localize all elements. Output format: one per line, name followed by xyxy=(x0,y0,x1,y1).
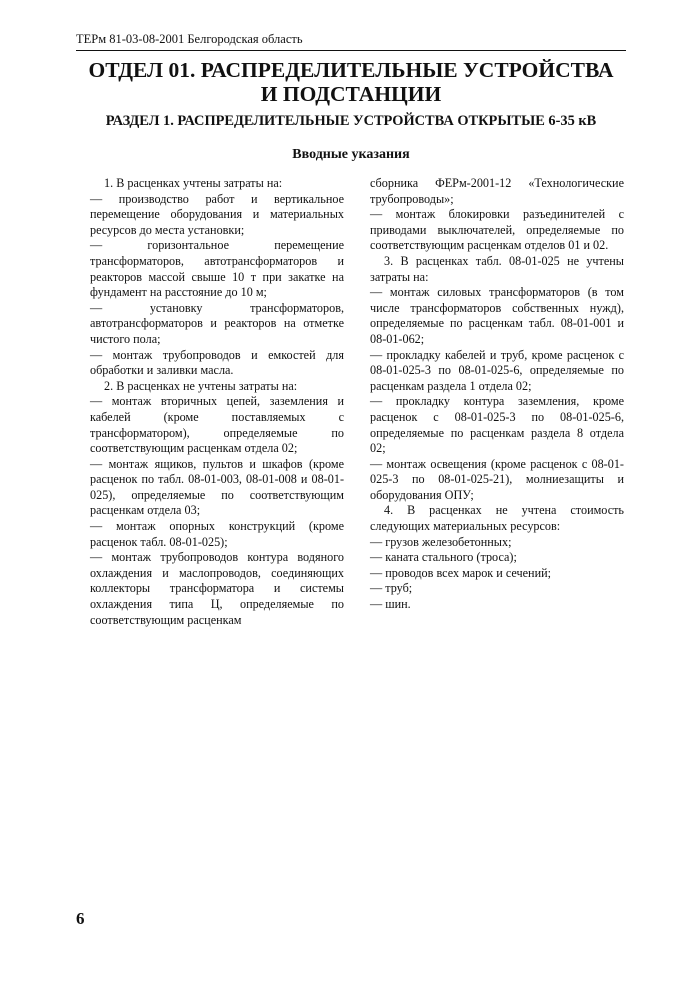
list-item: — монтаж силовых трансформаторов (в том числе трансформаторов собственных нужд), определяемые по расценкам табл. 08-01-001 и 08-01-062; xyxy=(370,285,624,346)
list-item: — грузов железобетонных; xyxy=(370,534,512,549)
list-item: — прокладку кабелей и труб, кроме расценок с 08-01-025-3 по 08-01-025-6, определяемые по расценкам раздела 1 отдела 02; xyxy=(370,347,624,393)
intro-heading: Вводные указания xyxy=(292,147,410,162)
section-title: РАЗДЕЛ 1. РАСПРЕДЕЛИТЕЛЬНЫЕ УСТРОЙСТВА ОТКРЫТЫЕ 6-35 кВ xyxy=(105,113,597,129)
list-item: — проводов всех марок и сечений; xyxy=(370,565,552,580)
list-item: — шин. xyxy=(370,597,411,612)
list-item: — монтаж вторичных цепей, заземления и кабелей (кроме поставляемых с трансформатором), определяемые по соответствующим расценкам отдела 02; xyxy=(90,394,344,456)
list-item: — прокладку контура заземления, кроме расценок с 08-01-025-3 по 08-01-025-6, определяемые по расценкам раздела 8 отдела 02; xyxy=(370,394,624,456)
list-item: — каната стального (троса); xyxy=(370,550,517,565)
right-text-column xyxy=(370,176,624,613)
list-item: — труб; xyxy=(370,581,413,596)
chapter-title xyxy=(76,58,626,106)
paragraph: 1. В расценках учтены затраты на: xyxy=(104,176,283,190)
list-item: — горизонтальное перемещение трансформаторов, автотрансформаторов и реакторов массой свыше 10 т при закатке на фундамент на расстояние до 10 м; xyxy=(90,238,344,300)
list-item: — монтаж трубопроводов и емкостей для обработки и заливки масла. xyxy=(90,347,344,378)
chapter-title-line-1: ОТДЕЛ 01. РАСПРЕДЕЛИТЕЛЬНЫЕ УСТРОЙСТВА xyxy=(88,58,614,82)
list-item: — монтаж трубопроводов контура водяного охлаждения и маслопроводов, соединяющих коллекторы трансформатора и системы охлаждения типа Ц, определяемые по соответствующим расценкам xyxy=(90,550,344,627)
page-number: 6 xyxy=(76,909,85,928)
running-header: ТЕРм 81-03-08-2001 Белгородская область xyxy=(76,32,626,51)
paragraph: 3. В расценках табл. 08-01-025 не учтены затраты на: xyxy=(370,253,624,284)
list-item: — производство работ и вертикальное перемещение оборудования и материальных ресурсов до места установки; xyxy=(90,191,344,237)
paragraph: 2. В расценках не учтены затраты на: xyxy=(104,378,298,393)
left-text-column xyxy=(90,176,344,628)
chapter-title-line-2: И ПОДСТАНЦИИ xyxy=(260,82,442,106)
list-item: — монтаж ящиков, пультов и шкафов (кроме расценок по табл. 08-01-003, 08-01-008 и 08-01-025), определяемые по соответствующим расценкам отдела 03; xyxy=(90,456,344,518)
list-item: — монтаж опорных конструкций (кроме расценок табл. 08-01-025); xyxy=(90,519,344,549)
list-item: — монтаж блокировки разъединителей с приводами выключателей, определяемые по соответствующим расценкам отделов 01 и 02. xyxy=(370,207,624,253)
paragraph: 4. В расценках не учтена стоимость следующих материальных ресурсов: xyxy=(370,503,624,534)
list-item: — установку трансформаторов, автотрансформаторов и реакторов на отметке чистого пола; xyxy=(90,300,344,346)
list-item: — монтаж освещения (кроме расценок с 08-01-025-3 по 08-01-025-21), молниезащиты и оборудования ОПУ; xyxy=(370,456,624,502)
list-item: сборника ФЕРм-2001-12 «Технологические трубопроводы»; xyxy=(370,176,624,206)
